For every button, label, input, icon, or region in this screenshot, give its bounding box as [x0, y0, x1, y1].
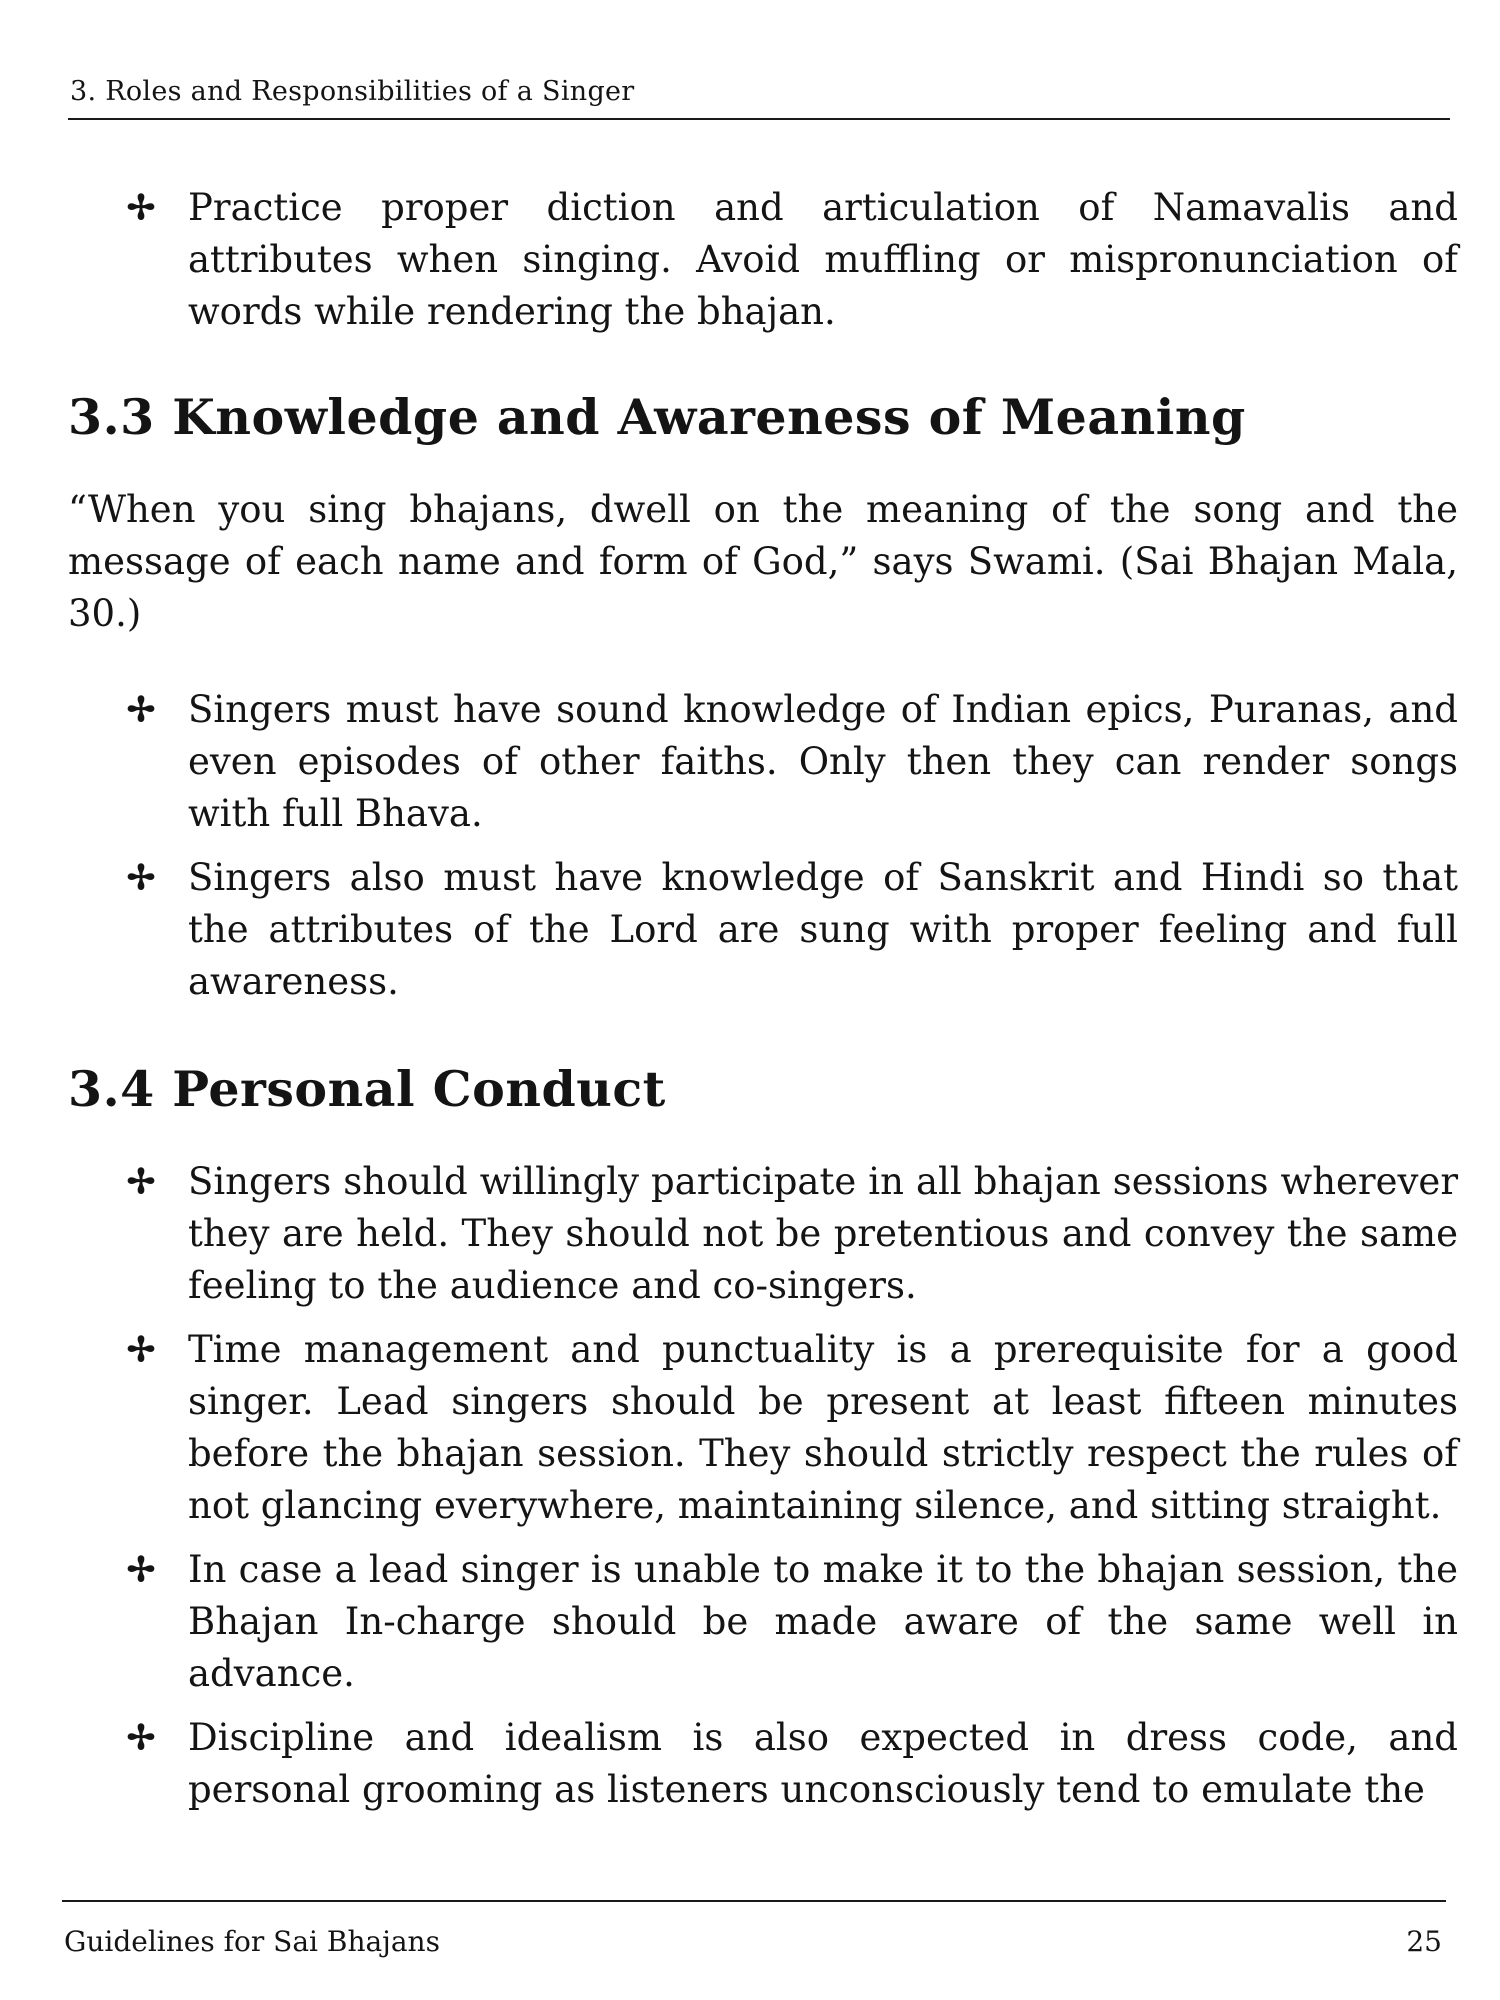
bullet-text: Discipline and idealism is also expected in dress code, and personal grooming as listeners unconsciously tend to emulate the — [188, 1716, 1458, 1811]
section-heading-3-4: 3.4 Personal Conduct — [68, 1060, 666, 1118]
list-item — [68, 852, 1458, 1008]
cross-bullet-icon: ✢ — [126, 1162, 156, 1202]
swami-quote: “When you sing bhajans, dwell on the meaning of the song and the message of each name and form of God,” says Swami. (Sai Bhajan Mala, 30.) — [68, 488, 1458, 635]
bullet-text: Singers should willingly participate in all bhajan sessions wherever they are held. They should not be pretentious and convey the same feeling to the audience and co-singers. — [188, 1160, 1458, 1307]
header-divider — [68, 118, 1450, 120]
list-item — [68, 1544, 1458, 1700]
cross-bullet-icon: ✢ — [126, 1330, 156, 1370]
list-item — [68, 1156, 1458, 1312]
section-3-3-bullet-list — [68, 684, 1458, 1008]
cross-bullet-icon: ✢ — [126, 690, 156, 730]
footer-divider — [62, 1900, 1446, 1902]
bullet-text: In case a lead singer is unable to make it to the bhajan session, the Bhajan In-charge should be made aware of the same well in advance. — [188, 1548, 1458, 1695]
bullet-text: Practice proper diction and articulation of Namavalis and attributes when singing. Avoid muffling or mispronunciation of words while rendering the bhajan. — [188, 186, 1458, 333]
section-heading-3-3: 3.3 Knowledge and Awareness of Meaning — [68, 388, 1246, 446]
bullet-text: Time management and punctuality is a prerequisite for a good singer. Lead singers should be present at least fifteen minutes before the bhajan session. They should strictly respect the rules of not glancing everywhere, maintaining silence, and sitting straight. — [188, 1328, 1458, 1527]
cross-bullet-icon: ✢ — [126, 188, 156, 228]
running-header: 3. Roles and Responsibilities of a Singer — [70, 76, 635, 107]
bullet-text: Singers must have sound knowledge of Indian epics, Puranas, and even episodes of other faiths. Only then they can render songs with full Bhava. — [188, 688, 1458, 835]
cross-bullet-icon: ✢ — [126, 1718, 156, 1758]
section-3-4-bullet-list — [68, 1156, 1458, 1816]
page-content — [68, 182, 1458, 1828]
list-item — [68, 1324, 1458, 1532]
cross-bullet-icon: ✢ — [126, 858, 156, 898]
list-item — [68, 1712, 1458, 1816]
list-item — [68, 684, 1458, 840]
bullet-text: Singers also must have knowledge of Sanskrit and Hindi so that the attributes of the Lord are sung with proper feeling and full awareness. — [188, 856, 1458, 1003]
cross-bullet-icon: ✢ — [126, 1550, 156, 1590]
page-number: 25 — [1406, 1925, 1442, 1958]
list-item — [68, 182, 1458, 338]
footer-book-title: Guidelines for Sai Bhajans — [64, 1925, 440, 1958]
intro-bullet-list — [68, 182, 1458, 338]
